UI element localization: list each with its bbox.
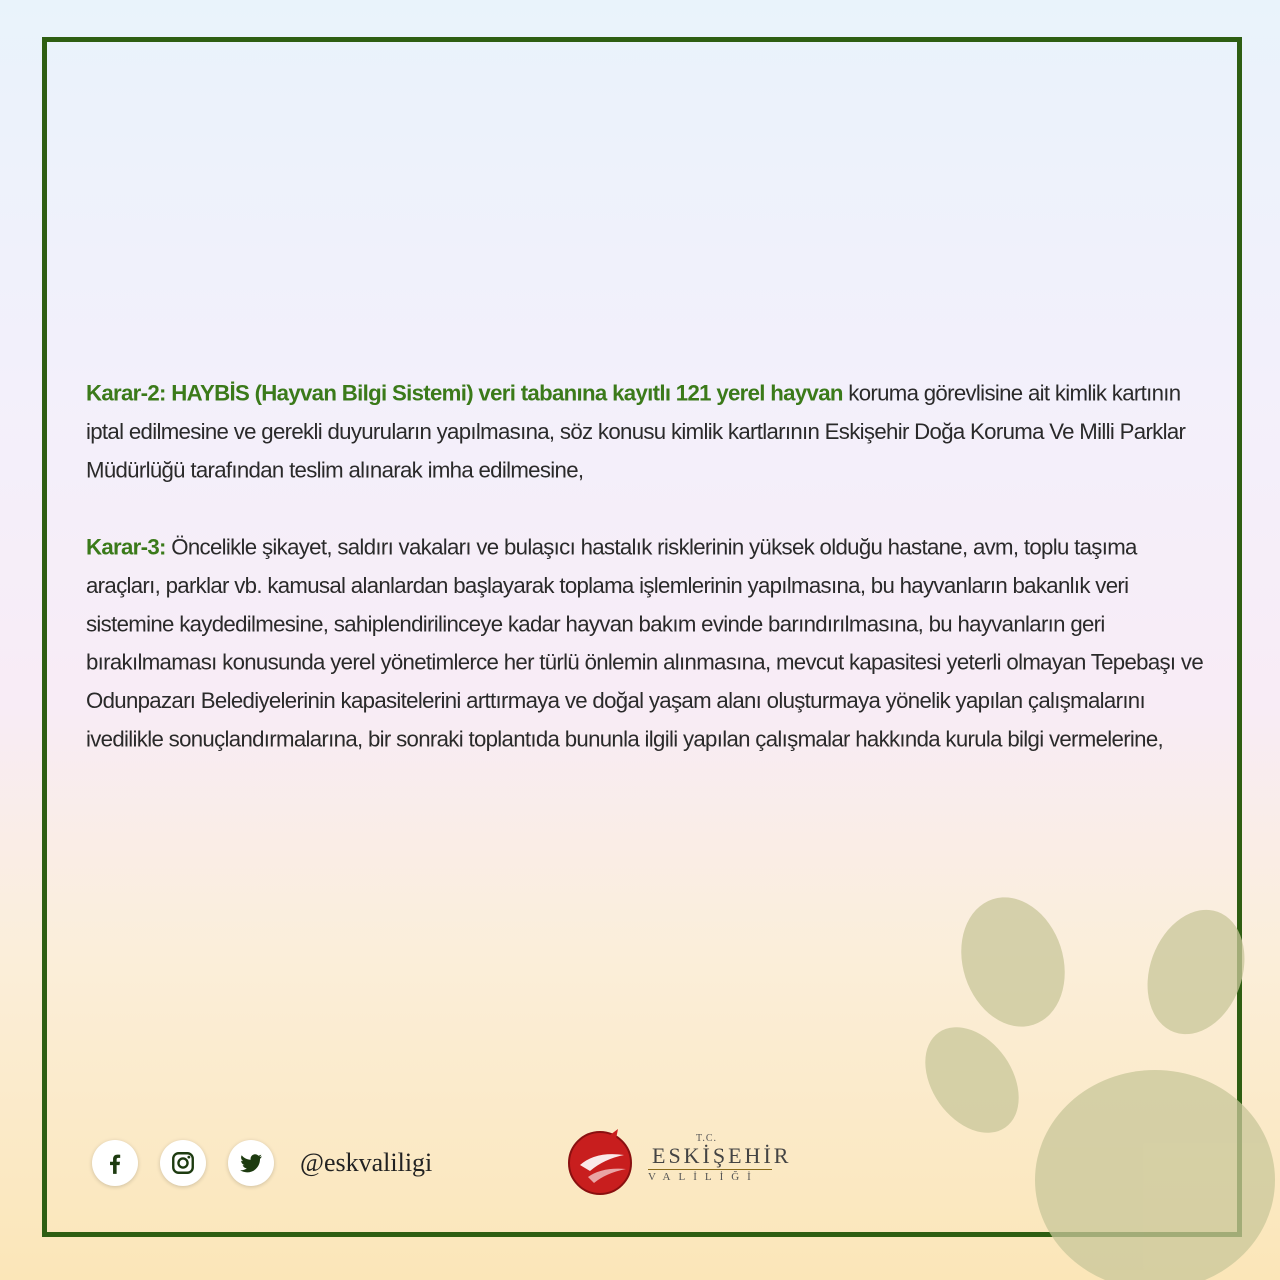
logo-office: VALİLİĞİ xyxy=(648,1171,759,1183)
paw-print-icon xyxy=(920,880,1280,1280)
karar-3-text: Öncelikle şikayet, saldırı vakaları ve bulaşıcı hastalık risklerinin yüksek olduğu hastane, avm, toplu taşıma araçları, parklar vb. kamusal alanlardan başlayarak toplama işlemlerinin yapılmasına, bu hayvanların bakanlık veri sistemine kaydedilmesine, sahiplendirilinceye kadar hayvan bakım evinde barındırılmasına, bu hayvanların geri bırakılmaması konusunda yerel yönetimlerce her türlü önlemin alınmasına, mevcut kapasitesi yeterli olmayan Tepebaşı ve Odunpazarı Belediyelerinin kapasitelerini arttırmaya ve doğal yaşam alanı oluşturmaya yönelik yapılan çalışmalarını ivedilikle sonuçlandırmalarına, bir sonraki toplantıda bununla ilgili yapılan çalışmalar hakkında kurula bilgi vermelerine, xyxy=(86,533,1204,752)
karar-2-paragraph xyxy=(86,374,1206,489)
karar-3-paragraph xyxy=(86,528,1206,759)
karar-2-highlight: HAYBİS (Hayvan Bilgi Sistemi) veri tabanına kayıtlı 121 yerel hayvan xyxy=(171,379,843,406)
karar-3-label: Karar-3: xyxy=(86,533,166,560)
karar-2-label: Karar-2: xyxy=(86,379,166,406)
social-links xyxy=(92,1140,432,1186)
eskisehir-valiligi-logo xyxy=(566,1125,792,1197)
twitter-icon[interactable] xyxy=(228,1140,274,1186)
logo-divider xyxy=(648,1169,772,1170)
decision-text xyxy=(86,374,1206,797)
logo-city: ESKİŞEHİR xyxy=(652,1143,792,1168)
karar-2-text: koruma görevlisine ait kimlik kartının iptal edilmesine ve gerekli duyuruların yapılmasına, söz konusu kimlik kartlarının Eskişehir Doğa Koruma Ve Milli Parklar Müdürlüğü tarafından teslim alınarak imha edilmesine, xyxy=(86,379,1186,483)
logo-tc: T.C. xyxy=(696,1133,718,1144)
logo-emblem-icon xyxy=(566,1125,638,1197)
social-handle: @eskvaliligi xyxy=(300,1148,433,1177)
instagram-icon[interactable] xyxy=(160,1140,206,1186)
facebook-icon[interactable] xyxy=(92,1140,138,1186)
